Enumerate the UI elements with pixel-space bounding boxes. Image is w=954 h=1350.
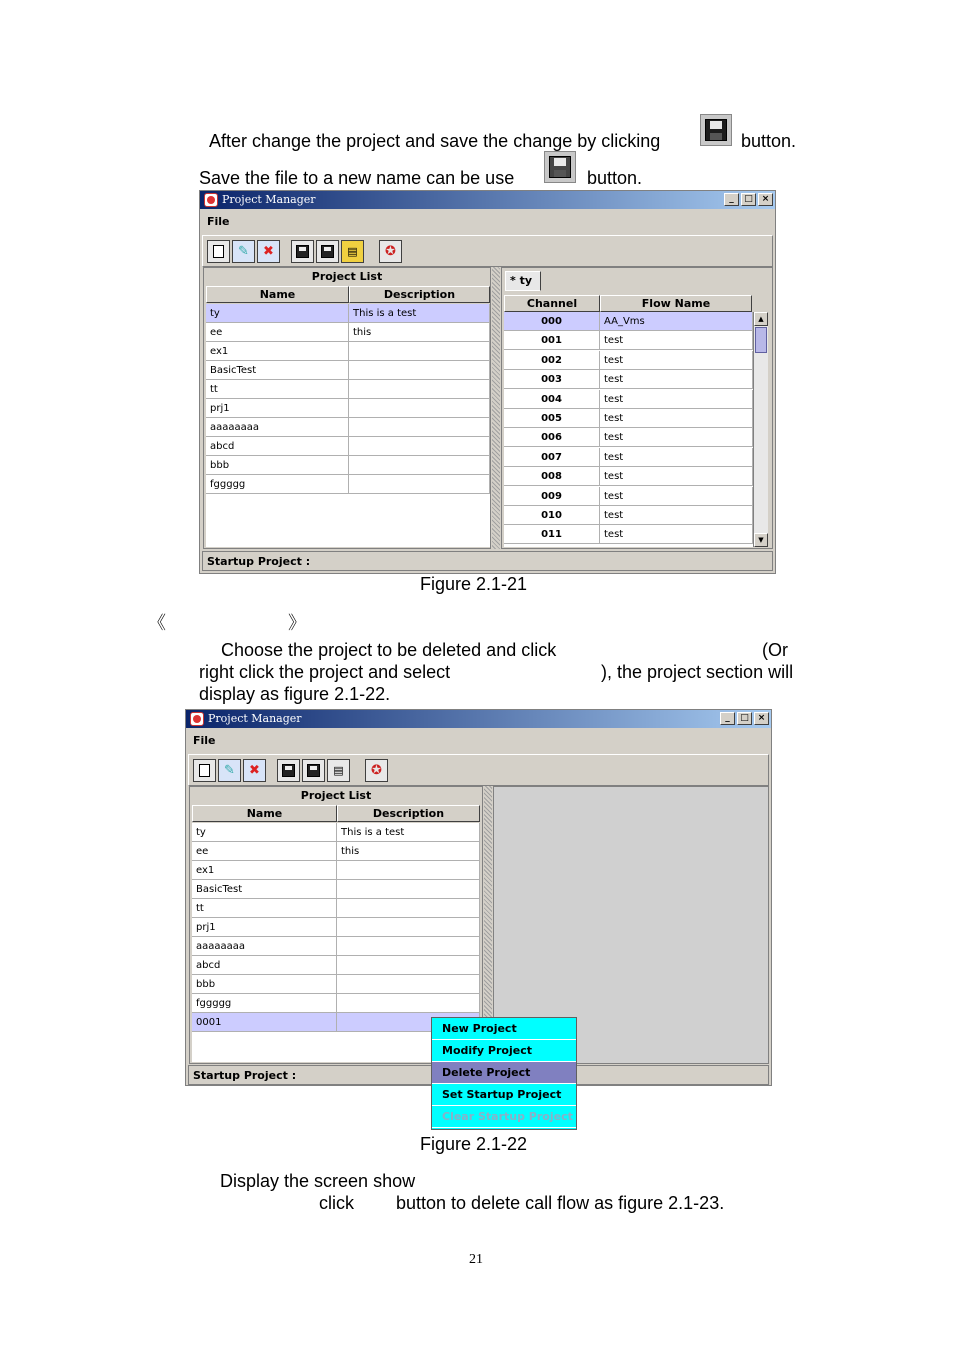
project-description-cell — [349, 456, 490, 475]
scroll-down-arrow-icon[interactable]: ▼ — [754, 533, 768, 547]
title-bar — [200, 191, 775, 209]
new-document-icon — [199, 764, 210, 777]
table-row[interactable] — [504, 428, 753, 447]
project-name-cell: ee — [206, 323, 349, 342]
table-row[interactable] — [504, 370, 753, 389]
folder-open-icon: ▤ — [333, 764, 344, 777]
pencil-icon: ✎ — [224, 763, 235, 778]
project-description-cell — [349, 380, 490, 399]
table-row[interactable] — [504, 487, 753, 506]
channel-cell: 005 — [504, 409, 600, 428]
table-row[interactable] — [206, 475, 490, 494]
project-name-cell: abcd — [192, 956, 337, 975]
save-as-button[interactable] — [316, 240, 339, 263]
section-line1-end: (Or — [762, 640, 788, 660]
delete-x-icon: ✖ — [263, 244, 274, 259]
table-row[interactable] — [192, 861, 480, 880]
table-row[interactable] — [192, 823, 480, 842]
flow-name-cell: test — [600, 467, 753, 486]
menu-item-new-project[interactable]: New Project — [432, 1018, 576, 1040]
window-title: Project Manager — [208, 712, 302, 725]
tab-ty[interactable]: * ty — [505, 271, 541, 291]
table-row[interactable] — [504, 467, 753, 486]
menu-item-set-startup-project[interactable]: Set Startup Project — [432, 1084, 576, 1106]
channel-column-header[interactable]: Channel — [504, 295, 600, 312]
flow-name-cell: test — [600, 428, 753, 447]
new-document-icon — [213, 245, 224, 258]
menu-file[interactable]: File — [193, 734, 216, 747]
save-as-icon — [321, 245, 334, 258]
table-row[interactable] — [504, 506, 753, 525]
window-title: Project Manager — [222, 193, 316, 206]
exit-icon: ✪ — [385, 244, 396, 259]
page-number: 21 — [469, 1252, 483, 1267]
context-menu — [431, 1017, 577, 1130]
open-button[interactable] — [341, 240, 364, 263]
menu-item-modify-project[interactable]: Modify Project — [432, 1040, 576, 1062]
save-icon — [700, 114, 732, 146]
save-as-icon — [307, 764, 320, 777]
project-name-cell: ex1 — [206, 342, 349, 361]
table-row[interactable] — [192, 937, 480, 956]
flow-name-cell: test — [600, 525, 753, 544]
project-description-cell — [337, 918, 480, 937]
section-bracket-close: 》 — [288, 613, 306, 633]
project-description-cell — [349, 361, 490, 380]
table-row[interactable] — [206, 399, 490, 418]
section-line3: display as figure 2.1-22. — [199, 684, 391, 704]
project-description-cell — [337, 994, 480, 1013]
table-row[interactable] — [192, 899, 480, 918]
modify-project-button[interactable] — [232, 240, 255, 263]
exit-button[interactable] — [379, 240, 402, 263]
exit-button[interactable] — [365, 759, 388, 782]
project-list-title: Project List — [300, 789, 372, 802]
menu-item-clear-startup-project[interactable]: Clear Startup Project — [432, 1106, 576, 1128]
description-column-header[interactable]: Description — [349, 286, 490, 303]
project-name-cell: ty — [192, 823, 337, 842]
project-name-cell: aaaaaaaa — [192, 937, 337, 956]
intro-line1-end: button. — [741, 131, 797, 151]
table-row[interactable] — [206, 361, 490, 380]
toolbar — [188, 754, 769, 786]
table-row[interactable] — [504, 331, 753, 350]
project-description-cell — [349, 437, 490, 456]
vertical-scrollbar[interactable] — [753, 312, 768, 547]
flow-name-cell: test — [600, 487, 753, 506]
close-button[interactable]: × — [758, 193, 773, 206]
channel-cell: 001 — [504, 331, 600, 350]
delete-x-icon: ✖ — [249, 763, 260, 778]
project-name-cell: aaaaaaaa — [206, 418, 349, 437]
project-description-cell — [349, 342, 490, 361]
table-row[interactable] — [504, 448, 753, 467]
flow-name-cell: AA_Vms — [600, 312, 753, 331]
scroll-thumb[interactable] — [755, 327, 767, 353]
project-list-panel — [203, 267, 491, 549]
channel-cell: 010 — [504, 506, 600, 525]
project-name-cell: prj1 — [206, 399, 349, 418]
project-name-cell: bbb — [192, 975, 337, 994]
save-icon — [282, 764, 295, 777]
intro-line2-end: button. — [587, 168, 643, 188]
flow-name-cell: test — [600, 409, 753, 428]
folder-open-icon: ▤ — [347, 245, 358, 258]
minimize-button[interactable]: _ — [724, 193, 739, 206]
new-project-button[interactable] — [193, 759, 216, 782]
save-as-button[interactable] — [302, 759, 325, 782]
table-row[interactable] — [206, 342, 490, 361]
project-name-cell: fggggg — [192, 994, 337, 1013]
table-row[interactable] — [504, 525, 753, 544]
startup-project-status: Startup Project : — [188, 1065, 769, 1085]
table-row[interactable] — [192, 994, 480, 1013]
section-bracket-open: 《 — [148, 613, 166, 633]
splitter[interactable] — [492, 267, 500, 549]
section-line2: right click the project and select — [199, 662, 451, 682]
figure-caption-2: Figure 2.1-22 — [420, 1134, 528, 1154]
project-name-cell: prj1 — [192, 918, 337, 937]
project-list-title: Project List — [311, 270, 383, 283]
app-icon — [204, 193, 218, 207]
name-column-header[interactable]: Name — [206, 286, 349, 303]
flow-name-cell: test — [600, 351, 753, 370]
project-manager-window-1 — [199, 190, 776, 574]
modify-project-button[interactable] — [218, 759, 241, 782]
project-description-cell — [337, 956, 480, 975]
project-description-cell: this — [337, 842, 480, 861]
new-project-button[interactable] — [207, 240, 230, 263]
channel-cell: 003 — [504, 370, 600, 389]
project-name-cell: BasicTest — [206, 361, 349, 380]
table-row[interactable] — [206, 380, 490, 399]
flow-name-cell: test — [600, 448, 753, 467]
project-name-cell: abcd — [206, 437, 349, 456]
table-row[interactable] — [206, 323, 490, 342]
name-column-header[interactable]: Name — [192, 805, 337, 822]
channel-cell: 007 — [504, 448, 600, 467]
flow-name-cell: test — [600, 390, 753, 409]
channel-cell: 011 — [504, 525, 600, 544]
project-name-cell: tt — [192, 899, 337, 918]
project-name-cell: ex1 — [192, 861, 337, 880]
table-row[interactable] — [206, 456, 490, 475]
project-description-cell — [337, 975, 480, 994]
title-bar — [186, 710, 771, 728]
outro-line2-click: click — [319, 1193, 354, 1213]
flow-name-cell: test — [600, 370, 753, 389]
table-row[interactable] — [192, 842, 480, 861]
startup-project-status: Startup Project : — [202, 551, 773, 571]
save-as-icon — [544, 151, 576, 183]
channel-cell: 006 — [504, 428, 600, 447]
project-description-cell — [349, 475, 490, 494]
channel-cell: 008 — [504, 467, 600, 486]
maximize-button[interactable]: □ — [741, 193, 756, 206]
outro-line2-rest: button to delete call flow as figure 2.1-23. — [396, 1193, 725, 1213]
table-row[interactable] — [504, 351, 753, 370]
table-row[interactable] — [192, 918, 480, 937]
table-row[interactable] — [206, 418, 490, 437]
flow-name-cell: test — [600, 506, 753, 525]
table-row[interactable] — [206, 304, 490, 323]
table-row[interactable] — [206, 437, 490, 456]
table-row[interactable] — [192, 975, 480, 994]
save-button[interactable] — [277, 759, 300, 782]
minimize-button[interactable]: _ — [720, 712, 735, 725]
table-row[interactable] — [504, 390, 753, 409]
project-description-cell — [337, 937, 480, 956]
project-name-cell: tt — [206, 380, 349, 399]
project-description-cell — [337, 861, 480, 880]
save-button[interactable] — [291, 240, 314, 263]
project-description-cell: This is a test — [349, 304, 490, 323]
channel-cell: 000 — [504, 312, 600, 331]
project-name-cell: fggggg — [206, 475, 349, 494]
exit-icon: ✪ — [371, 763, 382, 778]
flow-name-cell: test — [600, 331, 753, 350]
description-column-header[interactable]: Description — [337, 805, 480, 822]
toolbar — [202, 235, 773, 267]
project-name-cell: 0001 — [192, 1013, 337, 1032]
open-button[interactable] — [327, 759, 350, 782]
outro-line1: Display the screen show — [220, 1171, 416, 1191]
intro-line2: Save the file to a new name can be use — [199, 168, 515, 188]
close-button[interactable]: × — [754, 712, 769, 725]
delete-project-button[interactable] — [257, 240, 280, 263]
project-description-cell — [337, 880, 480, 899]
channel-table — [504, 312, 753, 547]
project-description-cell — [337, 899, 480, 918]
table-row[interactable] — [192, 956, 480, 975]
scroll-up-arrow-icon[interactable]: ▲ — [754, 312, 768, 326]
table-row[interactable] — [192, 880, 480, 899]
table-row[interactable] — [504, 312, 753, 331]
intro-line1: After change the project and save the change by clicking — [209, 131, 661, 151]
menu-item-delete-project[interactable]: Delete Project — [432, 1062, 576, 1084]
channel-cell: 002 — [504, 351, 600, 370]
project-description-cell: This is a test — [337, 823, 480, 842]
project-table — [206, 304, 490, 547]
pencil-icon: ✎ — [238, 244, 249, 259]
delete-project-button[interactable] — [243, 759, 266, 782]
figure-caption-1: Figure 2.1-21 — [420, 574, 528, 594]
app-icon — [190, 712, 204, 726]
table-row[interactable] — [504, 409, 753, 428]
project-name-cell: BasicTest — [192, 880, 337, 899]
maximize-button[interactable]: □ — [737, 712, 752, 725]
flow-name-column-header[interactable]: Flow Name — [600, 295, 752, 312]
flow-panel — [501, 267, 773, 549]
project-name-cell: bbb — [206, 456, 349, 475]
section-line2-end: ), the project section will — [601, 662, 794, 682]
section-line1: Choose the project to be deleted and click — [221, 640, 557, 660]
project-description-cell: this — [349, 323, 490, 342]
channel-cell: 009 — [504, 487, 600, 506]
project-name-cell: ty — [206, 304, 349, 323]
channel-cell: 004 — [504, 390, 600, 409]
project-description-cell — [349, 399, 490, 418]
save-icon — [296, 245, 309, 258]
project-name-cell: ee — [192, 842, 337, 861]
menu-file[interactable]: File — [207, 215, 230, 228]
project-description-cell — [349, 418, 490, 437]
